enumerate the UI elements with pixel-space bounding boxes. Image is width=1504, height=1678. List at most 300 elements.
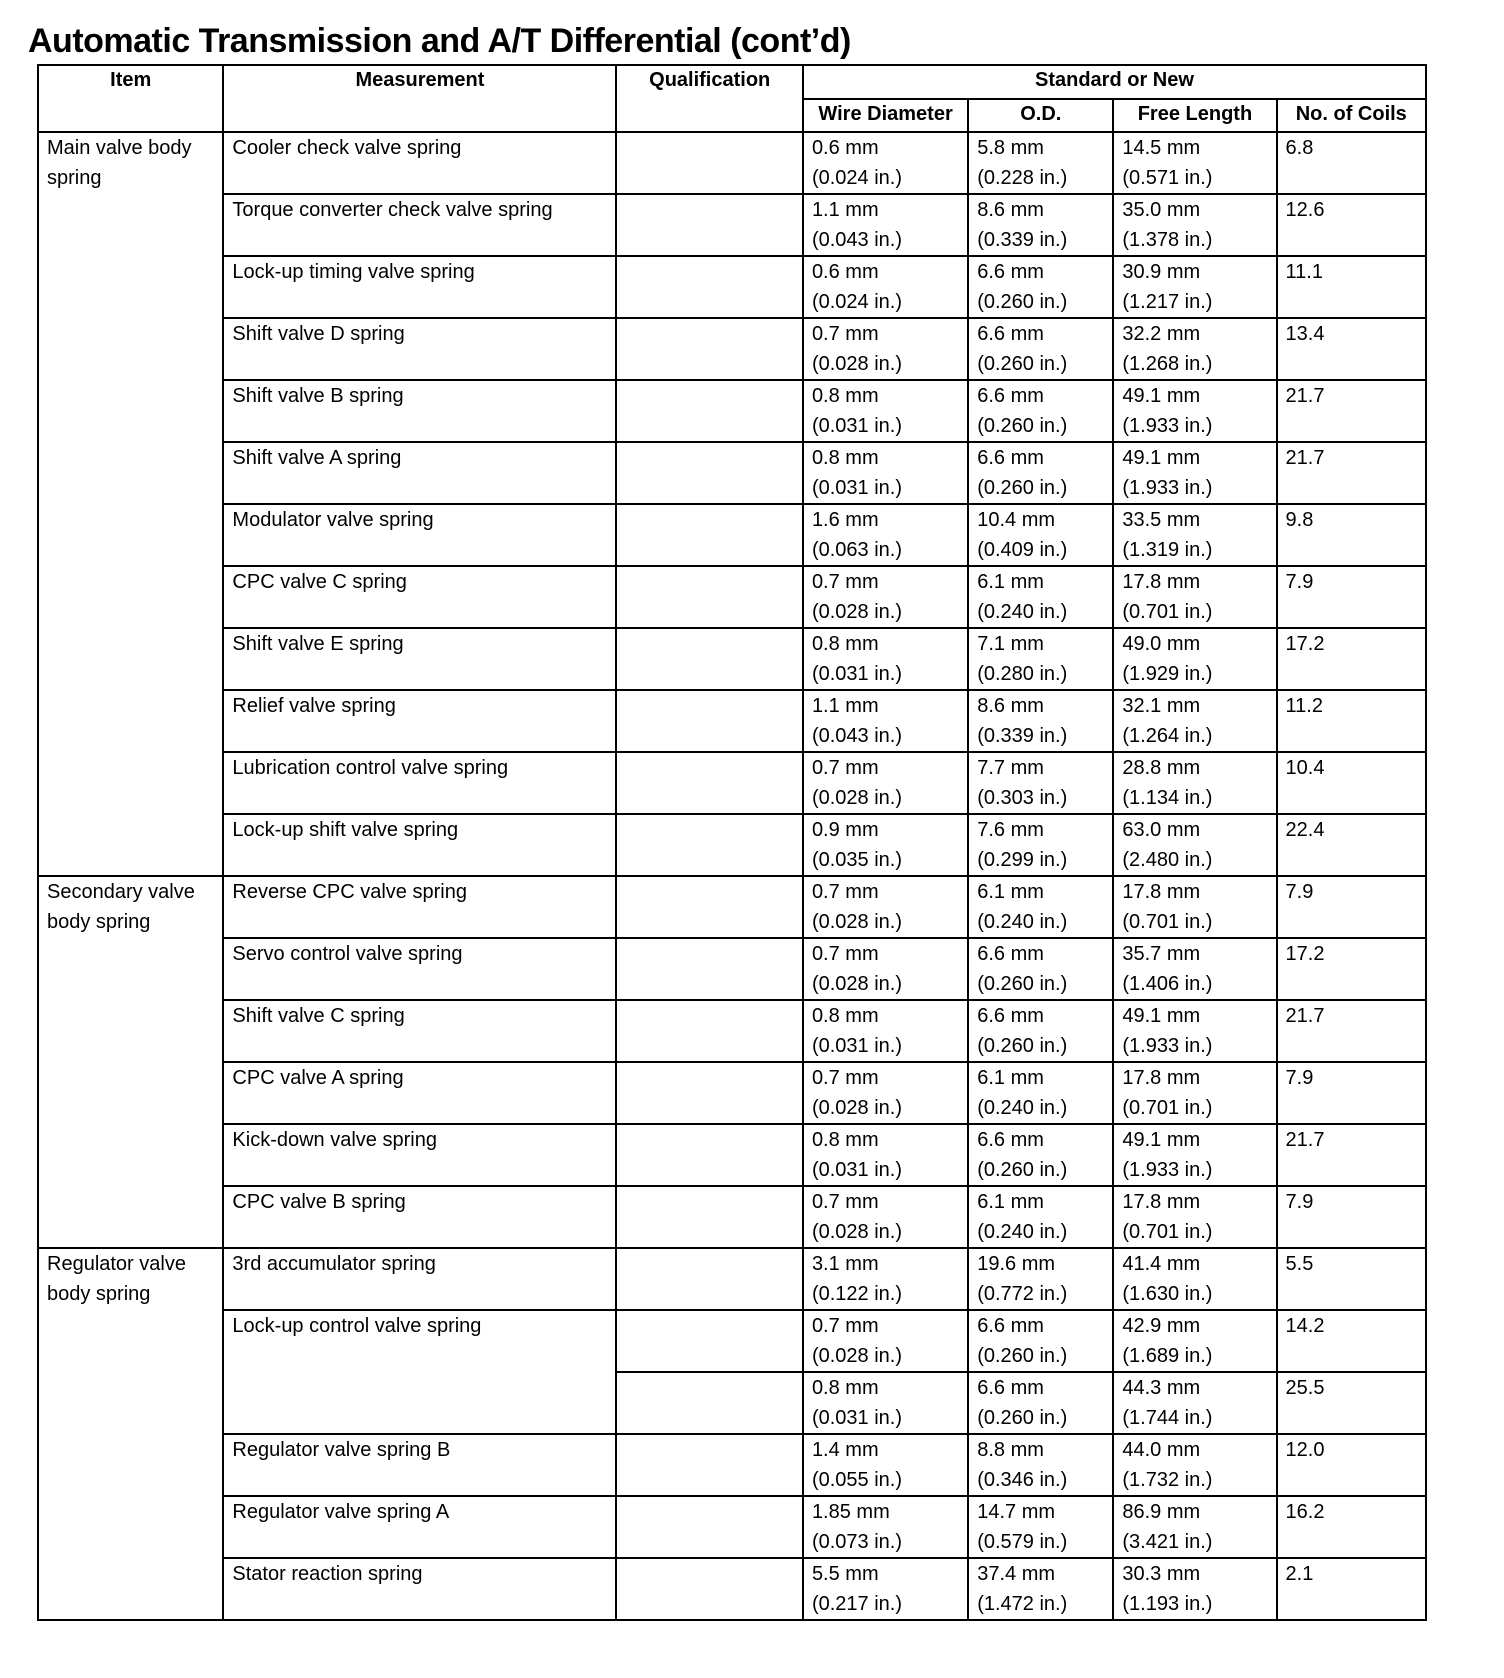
- od-cell: [968, 132, 1113, 194]
- wire-diameter-cell: [803, 1434, 968, 1496]
- value-line: (0.772 in.): [977, 1283, 1068, 1305]
- qualification-cell: [616, 1248, 802, 1310]
- wire-diameter-cell: [803, 876, 968, 938]
- spec-body: [38, 132, 1426, 1620]
- value-line: (0.028 in.): [811, 911, 902, 933]
- od-cell: [968, 1496, 1113, 1558]
- free-length-cell: [1113, 1372, 1276, 1434]
- qualification-cell: [616, 1000, 802, 1062]
- table-row: [38, 1248, 1426, 1310]
- free-length-cell: [1113, 504, 1276, 566]
- value-line: 6.6 mm: [977, 385, 1044, 407]
- table-row: [38, 1310, 1426, 1372]
- free-length-cell: [1113, 1062, 1276, 1124]
- value-line: (0.260 in.): [977, 1345, 1068, 1367]
- table-row: [38, 442, 1426, 504]
- value-line: 0.7 mm: [811, 1067, 879, 1089]
- value-line: 0.7 mm: [811, 943, 879, 965]
- value-line: 0.8 mm: [811, 447, 879, 469]
- measurement-cell: Lock-up timing valve spring: [223, 256, 616, 318]
- value-line: (1.217 in.): [1122, 291, 1213, 313]
- measurement-cell: Shift valve D spring: [223, 318, 616, 380]
- free-length-cell: [1113, 1000, 1276, 1062]
- table-row: [38, 628, 1426, 690]
- value-line: (0.339 in.): [977, 725, 1068, 747]
- value-line: (0.028 in.): [811, 1097, 902, 1119]
- value-line: Secondary valve: [47, 881, 195, 903]
- qualification-cell: [616, 690, 802, 752]
- table-row: [38, 1434, 1426, 1496]
- value-line: (0.339 in.): [977, 229, 1068, 251]
- table-row: [38, 132, 1426, 194]
- wire-diameter-cell: [803, 690, 968, 752]
- value-line: (0.571 in.): [1122, 167, 1213, 189]
- free-length-cell: [1113, 1248, 1276, 1310]
- value-line: 0.9 mm: [811, 819, 879, 841]
- value-line: (0.031 in.): [811, 1159, 902, 1181]
- qualification-cell: [616, 752, 802, 814]
- measurement-cell: Shift valve E spring: [223, 628, 616, 690]
- value-line: 0.8 mm: [811, 1005, 879, 1027]
- coils-cell: 9.8: [1277, 504, 1426, 566]
- value-line: Main valve body: [47, 137, 192, 159]
- value-line: 10.4 mm: [977, 509, 1056, 531]
- coils-cell: 12.6: [1277, 194, 1426, 256]
- coils-cell: 7.9: [1277, 1062, 1426, 1124]
- value-line: (0.073 in.): [811, 1531, 902, 1553]
- header-free-length: Free Length: [1113, 99, 1276, 132]
- measurement-cell: CPC valve B spring: [223, 1186, 616, 1248]
- free-length-cell: [1113, 1496, 1276, 1558]
- free-length-cell: [1113, 752, 1276, 814]
- qualification-cell: [616, 628, 802, 690]
- value-line: (0.701 in.): [1122, 1221, 1213, 1243]
- od-cell: [968, 1000, 1113, 1062]
- header-standard: Standard or New: [803, 65, 1426, 99]
- coils-cell: 6.8: [1277, 132, 1426, 194]
- qualification-cell: [616, 566, 802, 628]
- free-length-cell: [1113, 566, 1276, 628]
- qualification-cell: [616, 1062, 802, 1124]
- value-line: (1.193 in.): [1122, 1593, 1213, 1615]
- value-line: (1.472 in.): [977, 1593, 1068, 1615]
- table-row: [38, 938, 1426, 1000]
- value-line: 0.7 mm: [811, 1315, 879, 1337]
- value-line: (0.260 in.): [977, 1035, 1068, 1057]
- value-line: (0.240 in.): [977, 601, 1068, 623]
- od-cell: [968, 876, 1113, 938]
- value-line: 8.6 mm: [977, 695, 1044, 717]
- free-length-cell: [1113, 938, 1276, 1000]
- value-line: (0.031 in.): [811, 477, 902, 499]
- table-row: [38, 814, 1426, 876]
- value-line: 37.4 mm: [977, 1563, 1056, 1585]
- measurement-cell: Torque converter check valve spring: [223, 194, 616, 256]
- wire-diameter-cell: [803, 1496, 968, 1558]
- header-row: [38, 65, 1426, 99]
- qualification-cell: [616, 442, 802, 504]
- free-length-cell: [1113, 256, 1276, 318]
- measurement-cell: Stator reaction spring: [223, 1558, 616, 1620]
- value-line: (2.480 in.): [1122, 849, 1213, 871]
- od-cell: [968, 1310, 1113, 1372]
- value-line: 6.6 mm: [977, 261, 1044, 283]
- wire-diameter-cell: [803, 752, 968, 814]
- value-line: 0.7 mm: [811, 571, 879, 593]
- value-line: (0.701 in.): [1122, 911, 1213, 933]
- value-line: (0.280 in.): [977, 663, 1068, 685]
- value-line: (1.268 in.): [1122, 353, 1213, 375]
- value-line: (0.579 in.): [977, 1531, 1068, 1553]
- value-line: (1.630 in.): [1122, 1283, 1213, 1305]
- value-line: 7.1 mm: [977, 633, 1044, 655]
- value-line: 8.8 mm: [977, 1439, 1044, 1461]
- header-wire-diameter: Wire Diameter: [803, 99, 968, 132]
- value-line: (0.028 in.): [811, 973, 902, 995]
- coils-cell: 11.2: [1277, 690, 1426, 752]
- value-line: (0.260 in.): [977, 353, 1068, 375]
- value-line: (3.421 in.): [1122, 1531, 1213, 1553]
- value-line: (1.933 in.): [1122, 415, 1213, 437]
- od-cell: [968, 566, 1113, 628]
- wire-diameter-cell: [803, 814, 968, 876]
- free-length-cell: [1113, 690, 1276, 752]
- measurement-cell: Shift valve A spring: [223, 442, 616, 504]
- od-cell: [968, 380, 1113, 442]
- measurement-cell: CPC valve A spring: [223, 1062, 616, 1124]
- table-row: [38, 318, 1426, 380]
- measurement-cell: Modulator valve spring: [223, 504, 616, 566]
- value-line: (1.933 in.): [1122, 1159, 1213, 1181]
- value-line: 7.6 mm: [977, 819, 1044, 841]
- qualification-cell: [616, 194, 802, 256]
- free-length-cell: [1113, 814, 1276, 876]
- measurement-cell: CPC valve C spring: [223, 566, 616, 628]
- value-line: (0.031 in.): [811, 415, 902, 437]
- coils-cell: 12.0: [1277, 1434, 1426, 1496]
- value-line: (0.043 in.): [811, 725, 902, 747]
- value-line: 63.0 mm: [1122, 819, 1201, 841]
- value-line: 3.1 mm: [811, 1253, 879, 1275]
- value-line: (0.055 in.): [811, 1469, 902, 1491]
- item-cell: [38, 132, 223, 876]
- free-length-cell: [1113, 1124, 1276, 1186]
- value-line: (0.260 in.): [977, 415, 1068, 437]
- value-line: 49.1 mm: [1122, 385, 1201, 407]
- value-line: 33.5 mm: [1122, 509, 1201, 531]
- item-cell: [38, 876, 223, 1248]
- value-line: 6.1 mm: [977, 881, 1044, 903]
- table-row: [38, 752, 1426, 814]
- measurement-cell: Servo control valve spring: [223, 938, 616, 1000]
- value-line: (0.240 in.): [977, 911, 1068, 933]
- qualification-cell: [616, 1124, 802, 1186]
- value-line: 6.6 mm: [977, 943, 1044, 965]
- value-line: (1.744 in.): [1122, 1407, 1213, 1429]
- value-line: (0.028 in.): [811, 1345, 902, 1367]
- value-line: 0.8 mm: [811, 633, 879, 655]
- value-line: (0.228 in.): [977, 167, 1068, 189]
- value-line: (0.701 in.): [1122, 601, 1213, 623]
- free-length-cell: [1113, 628, 1276, 690]
- od-cell: [968, 1434, 1113, 1496]
- value-line: 44.3 mm: [1122, 1377, 1201, 1399]
- measurement-cell: Lubrication control valve spring: [223, 752, 616, 814]
- wire-diameter-cell: [803, 256, 968, 318]
- value-line: 17.8 mm: [1122, 1067, 1201, 1089]
- value-line: (0.028 in.): [811, 787, 902, 809]
- value-line: (0.409 in.): [977, 539, 1068, 561]
- value-line: 35.7 mm: [1122, 943, 1201, 965]
- od-cell: [968, 1558, 1113, 1620]
- qualification-cell: [616, 256, 802, 318]
- coils-cell: 16.2: [1277, 1496, 1426, 1558]
- measurement-cell: Regulator valve spring B: [223, 1434, 616, 1496]
- value-line: (0.031 in.): [811, 663, 902, 685]
- od-cell: [968, 690, 1113, 752]
- table-row: [38, 1186, 1426, 1248]
- od-cell: [968, 1062, 1113, 1124]
- coils-cell: 2.1: [1277, 1558, 1426, 1620]
- value-line: (0.299 in.): [977, 849, 1068, 871]
- qualification-cell: [616, 504, 802, 566]
- free-length-cell: [1113, 194, 1276, 256]
- value-line: (0.260 in.): [977, 1407, 1068, 1429]
- coils-cell: 25.5: [1277, 1372, 1426, 1434]
- value-line: (0.031 in.): [811, 1035, 902, 1057]
- table-row: [38, 256, 1426, 318]
- value-line: 86.9 mm: [1122, 1501, 1201, 1523]
- free-length-cell: [1113, 876, 1276, 938]
- value-line: 0.7 mm: [811, 1191, 879, 1213]
- wire-diameter-cell: [803, 380, 968, 442]
- od-cell: [968, 1372, 1113, 1434]
- value-line: 44.0 mm: [1122, 1439, 1201, 1461]
- coils-cell: 21.7: [1277, 1124, 1426, 1186]
- value-line: (1.732 in.): [1122, 1469, 1213, 1491]
- value-line: 6.6 mm: [977, 447, 1044, 469]
- value-line: (1.378 in.): [1122, 229, 1213, 251]
- value-line: 32.2 mm: [1122, 323, 1201, 345]
- wire-diameter-cell: [803, 504, 968, 566]
- value-line: 0.6 mm: [811, 137, 879, 159]
- wire-diameter-cell: [803, 628, 968, 690]
- free-length-cell: [1113, 1186, 1276, 1248]
- qualification-cell: [616, 132, 802, 194]
- free-length-cell: [1113, 380, 1276, 442]
- coils-cell: 22.4: [1277, 814, 1426, 876]
- table-row: [38, 1496, 1426, 1558]
- value-line: (0.028 in.): [811, 353, 902, 375]
- value-line: 49.0 mm: [1122, 633, 1201, 655]
- value-line: body spring: [47, 1283, 151, 1305]
- value-line: (0.122 in.): [811, 1283, 902, 1305]
- qualification-cell: [616, 1186, 802, 1248]
- qualification-cell: [616, 1434, 802, 1496]
- value-line: (0.028 in.): [811, 601, 902, 623]
- value-line: (1.406 in.): [1122, 973, 1213, 995]
- qualification-cell: [616, 1372, 802, 1434]
- value-line: (0.024 in.): [811, 291, 902, 313]
- value-line: 14.5 mm: [1122, 137, 1201, 159]
- value-line: 6.6 mm: [977, 1315, 1044, 1337]
- free-length-cell: [1113, 1558, 1276, 1620]
- value-line: body spring: [47, 911, 151, 933]
- value-line: 0.7 mm: [811, 881, 879, 903]
- value-line: 6.1 mm: [977, 571, 1044, 593]
- value-line: 41.4 mm: [1122, 1253, 1201, 1275]
- value-line: (1.933 in.): [1122, 1035, 1213, 1057]
- wire-diameter-cell: [803, 1062, 968, 1124]
- item-cell: [38, 1248, 223, 1620]
- od-cell: [968, 938, 1113, 1000]
- value-line: (0.701 in.): [1122, 1097, 1213, 1119]
- value-line: (0.260 in.): [977, 1159, 1068, 1181]
- value-line: (0.260 in.): [977, 477, 1068, 499]
- value-line: (1.933 in.): [1122, 477, 1213, 499]
- od-cell: [968, 1248, 1113, 1310]
- free-length-cell: [1113, 442, 1276, 504]
- value-line: (0.240 in.): [977, 1097, 1068, 1119]
- table-row: [38, 504, 1426, 566]
- value-line: 28.8 mm: [1122, 757, 1201, 779]
- measurement-cell: Regulator valve spring A: [223, 1496, 616, 1558]
- wire-diameter-cell: [803, 1124, 968, 1186]
- table-row: [38, 690, 1426, 752]
- wire-diameter-cell: [803, 442, 968, 504]
- value-line: 0.8 mm: [811, 385, 879, 407]
- value-line: 42.9 mm: [1122, 1315, 1201, 1337]
- value-line: (1.319 in.): [1122, 539, 1213, 561]
- value-line: 49.1 mm: [1122, 447, 1201, 469]
- coils-cell: 7.9: [1277, 1186, 1426, 1248]
- value-line: spring: [47, 167, 102, 189]
- coils-cell: 21.7: [1277, 380, 1426, 442]
- page-title: Automatic Transmission and A/T Differential (cont’d): [28, 22, 851, 60]
- wire-diameter-cell: [803, 318, 968, 380]
- free-length-cell: [1113, 132, 1276, 194]
- coils-cell: 7.9: [1277, 876, 1426, 938]
- value-line: 5.5 mm: [811, 1563, 879, 1585]
- measurement-cell: Lock-up control valve spring: [223, 1310, 616, 1434]
- coils-cell: 7.9: [1277, 566, 1426, 628]
- od-cell: [968, 628, 1113, 690]
- value-line: Regulator valve: [47, 1253, 186, 1275]
- value-line: 0.7 mm: [811, 323, 879, 345]
- value-line: (1.929 in.): [1122, 663, 1213, 685]
- value-line: 1.4 mm: [811, 1439, 879, 1461]
- measurement-cell: Reverse CPC valve spring: [223, 876, 616, 938]
- value-line: 17.8 mm: [1122, 1191, 1201, 1213]
- value-line: 1.1 mm: [811, 695, 879, 717]
- measurement-cell: Cooler check valve spring: [223, 132, 616, 194]
- value-line: (1.264 in.): [1122, 725, 1213, 747]
- coils-cell: 5.5: [1277, 1248, 1426, 1310]
- value-line: (0.346 in.): [977, 1469, 1068, 1491]
- value-line: (0.217 in.): [811, 1593, 902, 1615]
- value-line: (0.303 in.): [977, 787, 1068, 809]
- qualification-cell: [616, 814, 802, 876]
- measurement-cell: Kick-down valve spring: [223, 1124, 616, 1186]
- table-row: [38, 566, 1426, 628]
- value-line: 0.7 mm: [811, 757, 879, 779]
- od-cell: [968, 256, 1113, 318]
- table-row: [38, 1000, 1426, 1062]
- value-line: (0.260 in.): [977, 973, 1068, 995]
- coils-cell: 17.2: [1277, 628, 1426, 690]
- value-line: 14.7 mm: [977, 1501, 1056, 1523]
- qualification-cell: [616, 1310, 802, 1372]
- table-row: [38, 1062, 1426, 1124]
- wire-diameter-cell: [803, 1310, 968, 1372]
- value-line: (0.260 in.): [977, 291, 1068, 313]
- value-line: 8.6 mm: [977, 199, 1044, 221]
- table-row: [38, 194, 1426, 256]
- od-cell: [968, 504, 1113, 566]
- od-cell: [968, 442, 1113, 504]
- qualification-cell: [616, 938, 802, 1000]
- measurement-cell: 3rd accumulator spring: [223, 1248, 616, 1310]
- value-line: (0.063 in.): [811, 539, 902, 561]
- spec-table: [37, 64, 1427, 1621]
- value-line: 6.6 mm: [977, 1005, 1044, 1027]
- coils-cell: 14.2: [1277, 1310, 1426, 1372]
- value-line: 6.6 mm: [977, 323, 1044, 345]
- value-line: 0.8 mm: [811, 1377, 879, 1399]
- header-measurement: Measurement: [223, 65, 616, 132]
- value-line: 0.6 mm: [811, 261, 879, 283]
- value-line: (1.689 in.): [1122, 1345, 1213, 1367]
- measurement-cell: Relief valve spring: [223, 690, 616, 752]
- value-line: 1.85 mm: [811, 1501, 890, 1523]
- free-length-cell: [1113, 1310, 1276, 1372]
- value-line: (0.024 in.): [811, 167, 902, 189]
- wire-diameter-cell: [803, 194, 968, 256]
- coils-cell: 11.1: [1277, 256, 1426, 318]
- wire-diameter-cell: [803, 132, 968, 194]
- header-od: O.D.: [968, 99, 1113, 132]
- value-line: (0.035 in.): [811, 849, 902, 871]
- wire-diameter-cell: [803, 1372, 968, 1434]
- value-line: 30.9 mm: [1122, 261, 1201, 283]
- value-line: 5.8 mm: [977, 137, 1044, 159]
- measurement-cell: Shift valve C spring: [223, 1000, 616, 1062]
- value-line: 6.1 mm: [977, 1191, 1044, 1213]
- free-length-cell: [1113, 318, 1276, 380]
- header-item: Item: [38, 65, 223, 132]
- value-line: (0.240 in.): [977, 1221, 1068, 1243]
- value-line: 0.8 mm: [811, 1129, 879, 1151]
- coils-cell: 10.4: [1277, 752, 1426, 814]
- coils-cell: 21.7: [1277, 442, 1426, 504]
- value-line: 1.1 mm: [811, 199, 879, 221]
- value-line: 19.6 mm: [977, 1253, 1056, 1275]
- od-cell: [968, 1186, 1113, 1248]
- table-row: [38, 1124, 1426, 1186]
- table-row: [38, 380, 1426, 442]
- wire-diameter-cell: [803, 1558, 968, 1620]
- value-line: 6.6 mm: [977, 1129, 1044, 1151]
- value-line: (0.028 in.): [811, 1221, 902, 1243]
- coils-cell: 13.4: [1277, 318, 1426, 380]
- value-line: 1.6 mm: [811, 509, 879, 531]
- od-cell: [968, 814, 1113, 876]
- value-line: (1.134 in.): [1122, 787, 1213, 809]
- header-coils: No. of Coils: [1277, 99, 1426, 132]
- value-line: (0.043 in.): [811, 229, 902, 251]
- value-line: 7.7 mm: [977, 757, 1044, 779]
- wire-diameter-cell: [803, 566, 968, 628]
